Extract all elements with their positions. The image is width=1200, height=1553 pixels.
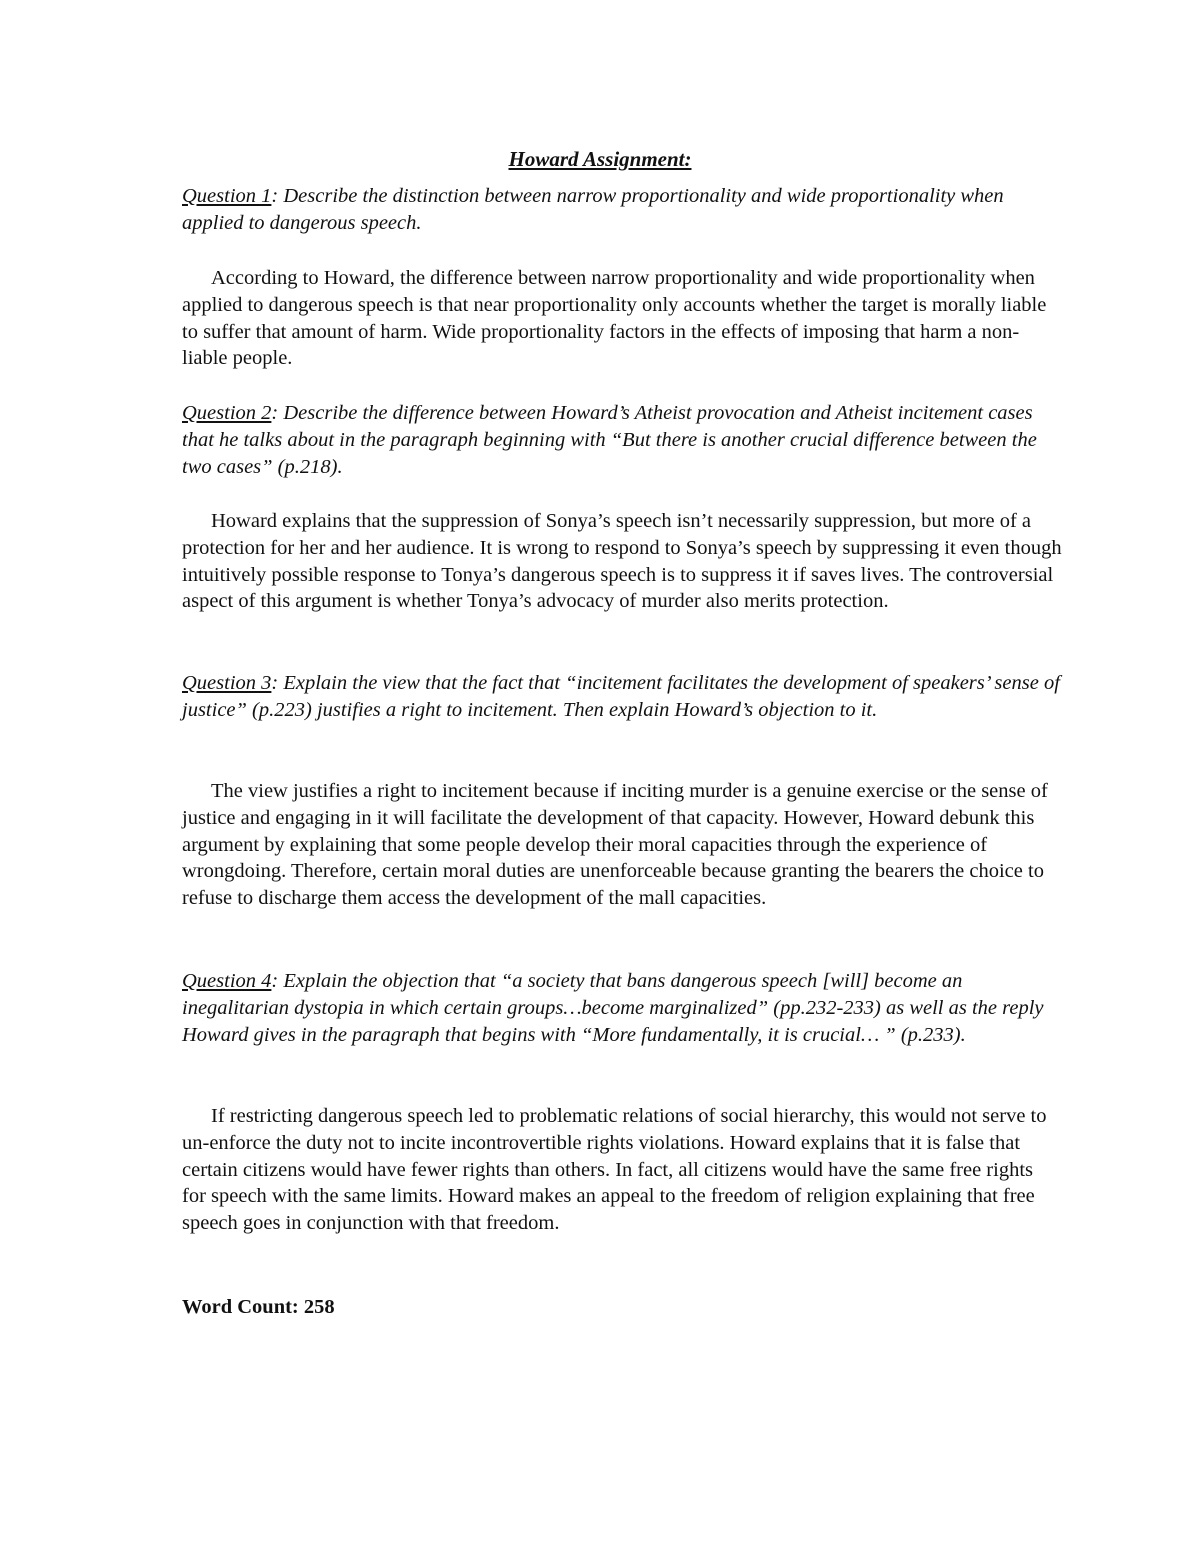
question-4 [182,968,1062,1048]
word-count: Word Count: 258 [182,1296,335,1318]
question-2 [182,400,1062,480]
answer-4: If restricting dangerous speech led to problematic relations of social hierarchy, this would not serve to un-enforce the duty not to incite incontrovertible rights violations. Howard explains that it is false that certain citizens would have fewer rights than others. In fact, all citizens would have the same free rights for speech with the same limits. Howard makes an appeal to the freedom of religion explaining that free speech goes in conjunction with that freedom. [182,1105,1047,1235]
question-3-text: : Explain the view that the fact that “incitement facilitates the development of speakers’ sense of justice” (p.223) justifies a right to incitement. Then explain Howard’s objection to it. [182,672,1060,721]
question-1-text: : Describe the distinction between narrow proportionality and wide proportionality when applied to dangerous speech. [182,185,1004,234]
question-4-text: : Explain the objection that “a society that bans dangerous speech [will] become an inegalitarian dystopia in which certain groups…become marginalized” (pp.232-233) as well as the reply Howard gives in the paragraph that begins with “More fundamentally, it is crucial… ” (p.233). [182,970,1044,1046]
question-3 [182,670,1062,724]
answer-2: Howard explains that the suppression of Sonya’s speech isn’t necessarily suppression, but more of a protection for her and her audience. It is wrong to respond to Sonya’s speech by suppressing it even though intuitively possible response to Tonya’s dangerous speech is to suppress it if saves lives. The controversial aspect of this argument is whether Tonya’s advocacy of murder also merits protection. [182,510,1062,613]
answer-3: The view justifies a right to incitement because if inciting murder is a genuine exercise or the sense of justice and engaging in it will facilitate the development of that capacity. However, Howard debunk this argument by explaining that some people develop their moral capacities through the experience of wrongdoing. Therefore, certain moral duties are unenforceable because granting the bearers the choice to refuse to discharge them access the development of the mall capacities. [182,780,1048,910]
question-2-label: Question 2 [182,402,272,424]
question-3-label: Question 3 [182,672,272,694]
question-1-label: Question 1 [182,185,272,207]
answer-1: According to Howard, the difference between narrow proportionality and wide proportionality when applied to dangerous speech is that near proportionality only accounts whether the target is morally liable to suffer that amount of harm. Wide proportionality factors in the effects of imposing that harm a non-liable people. [182,267,1047,370]
title-text: Howard Assignment: [508,147,692,171]
question-4-label: Question 4 [182,970,272,992]
document-title [0,146,1200,172]
question-1 [182,183,1062,237]
question-2-text: : Describe the difference between Howard’s Atheist provocation and Atheist incitement cases that he talks about in the paragraph beginning with “But there is another crucial difference between the two cases” (p.218). [182,402,1037,478]
